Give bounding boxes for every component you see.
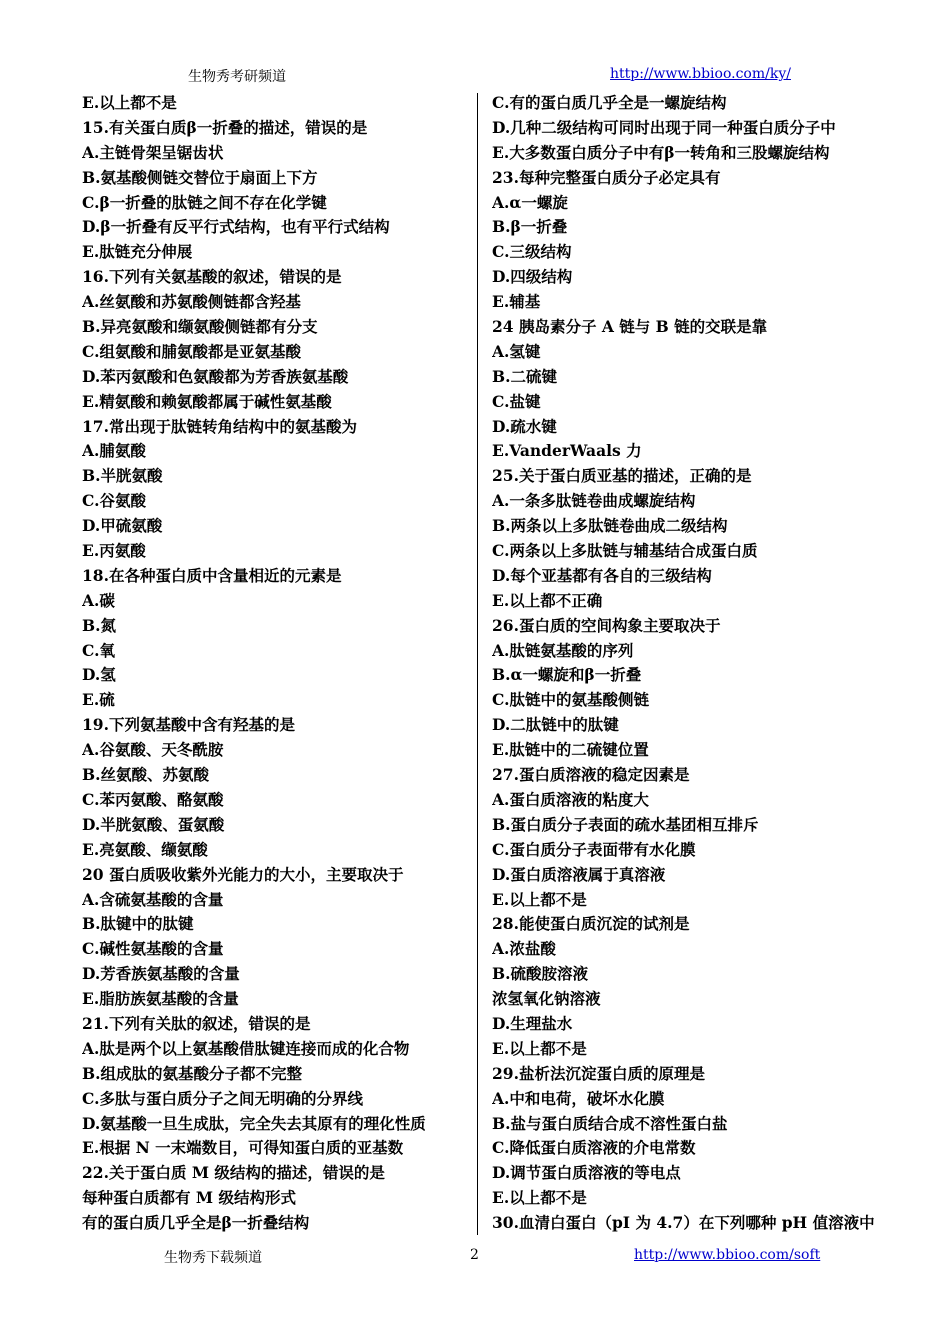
question-line: A.α一螺旋: [492, 192, 568, 212]
question-line: D.β一折叠有反平行式结构，也有平行式结构: [82, 217, 390, 237]
right-column: [492, 91, 892, 1236]
question-line: A.浓盐酸: [492, 939, 556, 959]
question-line: A.碳: [82, 590, 115, 610]
question-line: D.芳香族氨基酸的含量: [82, 964, 240, 984]
question-line: C.碱性氨基酸的含量: [82, 939, 224, 959]
question-line: 16.下列有关氨基酸的叙述，错误的是: [82, 267, 342, 287]
question-line: 浓氢氧化钠溶液: [492, 989, 601, 1009]
question-line: 28.能使蛋白质沉淀的试剂是: [492, 914, 690, 934]
question-line: E.根据 N 一末端数目，可得知蛋白质的亚基数: [82, 1138, 404, 1158]
question-line: D.甲硫氨酸: [82, 516, 163, 536]
header-url-link[interactable]: http://www.bbioo.com/ky/: [610, 66, 791, 82]
question-line: E.辅基: [492, 292, 541, 312]
question-line: D.氢: [82, 665, 116, 685]
question-line: E.以上都不是: [82, 93, 177, 112]
question-line: C.降低蛋白质溶液的介电常数: [492, 1138, 696, 1158]
question-line: D.几种二级结构可同时出现于同一种蛋白质分子中: [492, 117, 836, 137]
question-line: E.以上都不是: [492, 1188, 587, 1208]
question-line: E.VanderWaals 力: [492, 441, 642, 461]
question-line: A.肽是两个以上氨基酸借肽键连接而成的化合物: [82, 1038, 410, 1058]
question-line: A.谷氨酸、天冬酰胺: [82, 740, 224, 760]
question-line: D.疏水键: [492, 416, 557, 436]
question-line: B.组成肽的氨基酸分子都不完整: [82, 1063, 302, 1083]
question-line: D.每个亚基都有各自的三级结构: [492, 565, 712, 585]
question-line: C.盐键: [492, 391, 541, 411]
question-line: C.有的蛋白质几乎全是一螺旋结构: [492, 93, 727, 112]
question-line: B.β一折叠: [492, 217, 568, 237]
question-line: C.苯丙氨酸、酪氨酸: [82, 789, 224, 809]
question-line: B.肽键中的肽键: [82, 914, 194, 934]
question-line: B.盐与蛋白质结合成不溶性蛋白盐: [492, 1113, 728, 1133]
question-line: B.异亮氨酸和缬氨酸侧链都有分支: [82, 317, 318, 337]
question-line: A.丝氨酸和苏氨酸侧链都含羟基: [82, 292, 301, 312]
question-line: E.以上都不正确: [492, 590, 603, 610]
question-line: C.多肽与蛋白质分子之间无明确的分界线: [82, 1088, 363, 1108]
footer-url[interactable]: [634, 1247, 820, 1263]
question-line: C.组氨酸和脯氨酸都是亚氨基酸: [82, 341, 301, 361]
question-line: B.丝氨酸、苏氨酸: [82, 765, 209, 785]
question-line: A.含硫氨基酸的含量: [82, 889, 224, 909]
question-line: 20 蛋白质吸收紫外光能力的大小，主要取决于: [82, 864, 404, 884]
question-line: E.大多数蛋白质分子中有β一转角和三股螺旋结构: [492, 142, 830, 162]
question-line: E.丙氨酸: [82, 541, 146, 561]
question-line: 25.关于蛋白质亚基的描述，正确的是: [492, 466, 752, 486]
question-line: B.硫酸胺溶液: [492, 964, 588, 984]
question-line: D.二肽链中的肽键: [492, 715, 619, 735]
question-line: 23.每种完整蛋白质分子必定具有: [492, 167, 721, 187]
question-line: E.硫: [82, 690, 115, 710]
question-line: A.主链骨架呈锯齿状: [82, 142, 224, 162]
question-line: D.苯丙氨酸和色氨酸都为芳香族氨基酸: [82, 366, 349, 386]
question-line: C.三级结构: [492, 242, 572, 262]
question-line: E.精氨酸和赖氨酸都属于碱性氨基酸: [82, 391, 332, 411]
question-line: 27.蛋白质溶液的稳定因素是: [492, 765, 690, 785]
question-line: 29.盐析法沉淀蛋白质的原理是: [492, 1063, 705, 1083]
question-line: E.脂肪族氨基酸的含量: [82, 989, 239, 1009]
question-line: 26.蛋白质的空间构象主要取决于: [492, 615, 721, 635]
question-line: C.两条以上多肽链与辅基结合成蛋白质: [492, 541, 758, 561]
question-line: C.蛋白质分子表面带有水化膜: [492, 839, 696, 859]
question-line: 30.血清白蛋白（pI 为 4.7）在下列哪种 pH 值溶液中: [492, 1213, 875, 1233]
footer-url-link[interactable]: http://www.bbioo.com/soft: [634, 1247, 821, 1263]
question-line: E.肽链中的二硫键位置: [492, 740, 649, 760]
question-line: 24 胰岛素分子 A 链与 B 链的交联是靠: [492, 317, 768, 337]
question-line: E.以上都不是: [492, 889, 587, 909]
question-line: B.两条以上多肽链卷曲成二级结构: [492, 516, 728, 536]
question-line: 19.下列氨基酸中含有羟基的是: [82, 715, 295, 735]
question-line: C.氧: [82, 640, 115, 660]
left-column: [82, 91, 482, 1236]
question-line: 17.常出现于肽链转角结构中的氨基酸为: [82, 416, 357, 436]
question-line: 22.关于蛋白质 M 级结构的描述，错误的是: [82, 1163, 385, 1183]
question-line: B.二硫键: [492, 366, 557, 386]
question-line: 有的蛋白质几乎全是β一折叠结构: [82, 1213, 310, 1233]
question-line: A.氢键: [492, 341, 541, 361]
page-number: 2: [470, 1247, 479, 1263]
question-line: C.谷氨酸: [82, 491, 146, 511]
question-line: B.α一螺旋和β一折叠: [492, 665, 642, 685]
question-line: 15.有关蛋白质β一折叠的描述，错误的是: [82, 117, 368, 137]
question-line: B.氨基酸侧链交替位于扇面上下方: [82, 167, 318, 187]
question-line: A.中和电荷，破坏水化膜: [492, 1088, 665, 1108]
question-line: D.氨基酸一旦生成肽，完全失去其原有的理化性质: [82, 1113, 426, 1133]
question-line: A.脯氨酸: [82, 441, 146, 461]
question-line: B.氮: [82, 615, 116, 635]
question-line: B.半胱氨酸: [82, 466, 163, 486]
question-line: D.半胱氨酸、蛋氨酸: [82, 814, 225, 834]
question-line: A.一条多肽链卷曲成螺旋结构: [492, 491, 696, 511]
question-line: D.调节蛋白质溶液的等电点: [492, 1163, 681, 1183]
question-line: D.生理盐水: [492, 1013, 573, 1033]
question-line: A.蛋白质溶液的粘度大: [492, 789, 649, 809]
header-site-name: 生物秀考研频道: [188, 69, 286, 85]
header-url[interactable]: [610, 66, 791, 82]
question-line: C.β一折叠的肽链之间不存在化学键: [82, 192, 327, 212]
question-line: E.肽链充分伸展: [82, 242, 193, 262]
question-line: D.蛋白质溶液属于真溶液: [492, 864, 666, 884]
question-line: C.肽链中的氨基酸侧链: [492, 690, 649, 710]
question-line: D.四级结构: [492, 267, 573, 287]
question-line: 18.在各种蛋白质中含量相近的元素是: [82, 565, 342, 585]
column-divider: [477, 93, 478, 1235]
question-line: 21.下列有关肽的叙述，错误的是: [82, 1013, 311, 1033]
question-line: 每种蛋白质都有 M 级结构形式: [82, 1188, 296, 1208]
footer-site-name: 生物秀下载频道: [164, 1250, 262, 1266]
question-line: E.以上都不是: [492, 1038, 587, 1058]
question-line: E.亮氨酸、缬氨酸: [82, 839, 208, 859]
question-line: A.肽链氨基酸的序列: [492, 640, 634, 660]
question-line: B.蛋白质分子表面的疏水基团相互排斥: [492, 814, 759, 834]
